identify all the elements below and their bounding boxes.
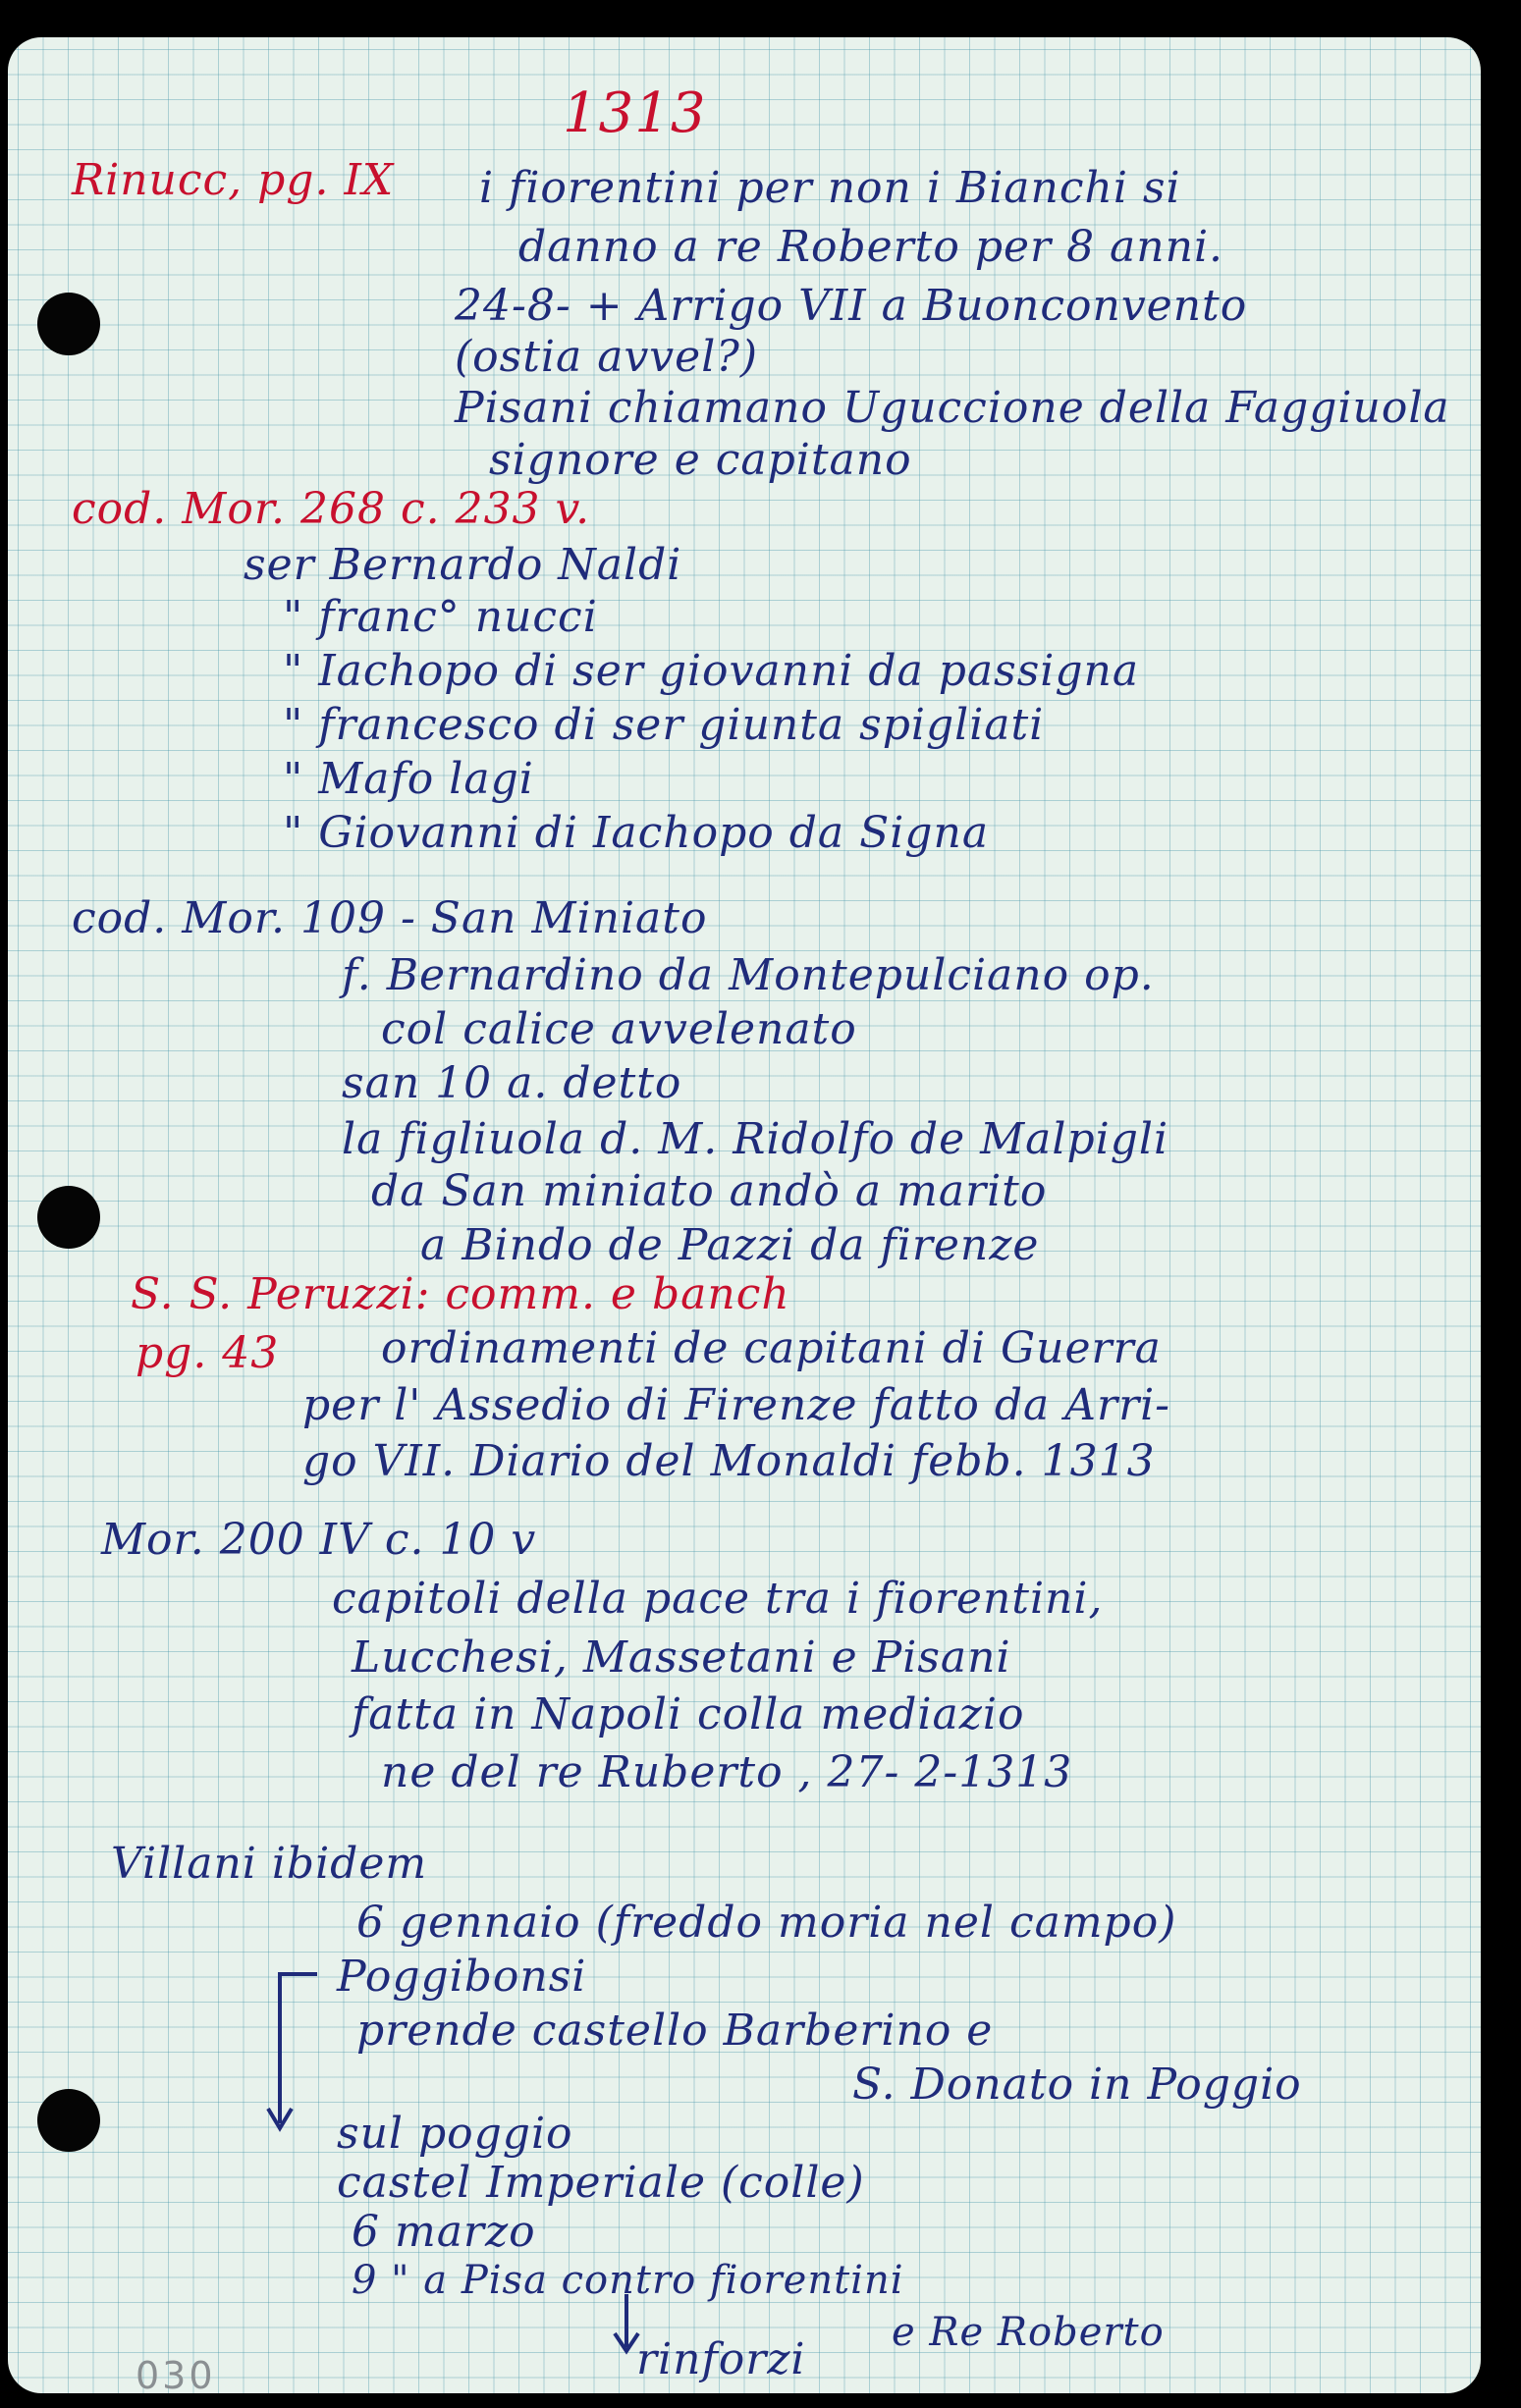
note-line: i fiorentini per non i Bianchi si — [479, 163, 1181, 213]
reference-peruzzi: S. S. Peruzzi: comm. e banch — [131, 1269, 790, 1319]
note-line: a Bindo de Pazzi da firenze — [420, 1220, 1040, 1270]
note-line: prende castello Barberino e — [356, 2006, 994, 2056]
note-line: " Mafo lagi — [283, 754, 534, 804]
note-line: " franc° nucci — [283, 592, 598, 642]
note-line: la figliuola d. M. Ridolfo de Malpigli — [342, 1114, 1169, 1164]
note-line: Pisani chiamano Uguccione della Faggiuola — [455, 383, 1450, 433]
reference-rinucc: Rinucc, pg. IX — [72, 155, 395, 205]
note-line: col calice avvelenato — [381, 1004, 857, 1054]
note-line: danno a re Roberto per 8 anni. — [518, 222, 1224, 272]
note-line: (ostia avvel?) — [455, 332, 759, 382]
note-line: ser Bernardo Naldi — [244, 540, 682, 590]
note-line: castel Imperiale (colle) — [337, 2158, 865, 2208]
reference-peruzzi-page: pg. 43 — [136, 1328, 280, 1378]
down-arrow-icon — [607, 2290, 646, 2359]
note-line: san 10 a. detto — [342, 1058, 682, 1108]
page-number: 030 — [136, 2354, 216, 2393]
note-line: da San miniato andò a marito — [371, 1166, 1048, 1216]
note-line: signore e capitano — [489, 435, 912, 485]
note-line: Poggibonsi — [337, 1952, 587, 2002]
note-line: 6 gennaio (freddo moria nel campo) — [356, 1898, 1177, 1948]
notebook-page — [8, 37, 1481, 2393]
note-line: " francesco di ser giunta spigliati — [283, 700, 1045, 750]
note-line: sul poggio — [337, 2109, 573, 2159]
note-line: per l' Assedio di Firenze fatto da Arri- — [302, 1380, 1171, 1430]
note-line: ne del re Ruberto , 27- 2-1313 — [381, 1747, 1073, 1797]
reference-cod-109: cod. Mor. 109 - San Miniato — [72, 893, 708, 943]
reference-cod-268: cod. Mor. 268 c. 233 v. — [72, 484, 591, 534]
punch-hole-bottom — [37, 2089, 100, 2152]
note-line: 24-8- + Arrigo VII a Buonconvento — [455, 281, 1248, 331]
bracket-arrow-icon — [258, 1966, 337, 2143]
note-line: go VII. Diario del Monaldi febb. 1313 — [302, 1436, 1156, 1486]
reference-mor-200: Mor. 200 IV c. 10 v — [101, 1515, 537, 1565]
note-line: ordinamenti de capitani di Guerra — [381, 1323, 1162, 1373]
note-line: e Re Roberto — [892, 2310, 1165, 2355]
note-line: rinforzi — [636, 2334, 806, 2384]
punch-hole-top — [37, 293, 100, 355]
note-line: " Iachopo di ser giovanni da passigna — [283, 646, 1140, 696]
punch-hole-middle — [37, 1186, 100, 1249]
note-line: 6 marzo — [352, 2207, 536, 2257]
note-line: " Giovanni di Iachopo da Signa — [283, 808, 990, 858]
page-title: 1313 — [563, 81, 707, 145]
note-line: Lucchesi, Massetani e Pisani — [352, 1632, 1011, 1683]
note-line: 9 " a Pisa contro fiorentini — [352, 2258, 904, 2303]
reference-villani: Villani ibidem — [111, 1839, 428, 1889]
note-line: capitoli della pace tra i fiorentini, — [332, 1574, 1104, 1624]
note-line: fatta in Napoli colla mediazio — [352, 1689, 1025, 1739]
note-line: f. Bernardino da Montepulciano op. — [342, 950, 1155, 1000]
note-line: S. Donato in Poggio — [852, 2060, 1302, 2110]
